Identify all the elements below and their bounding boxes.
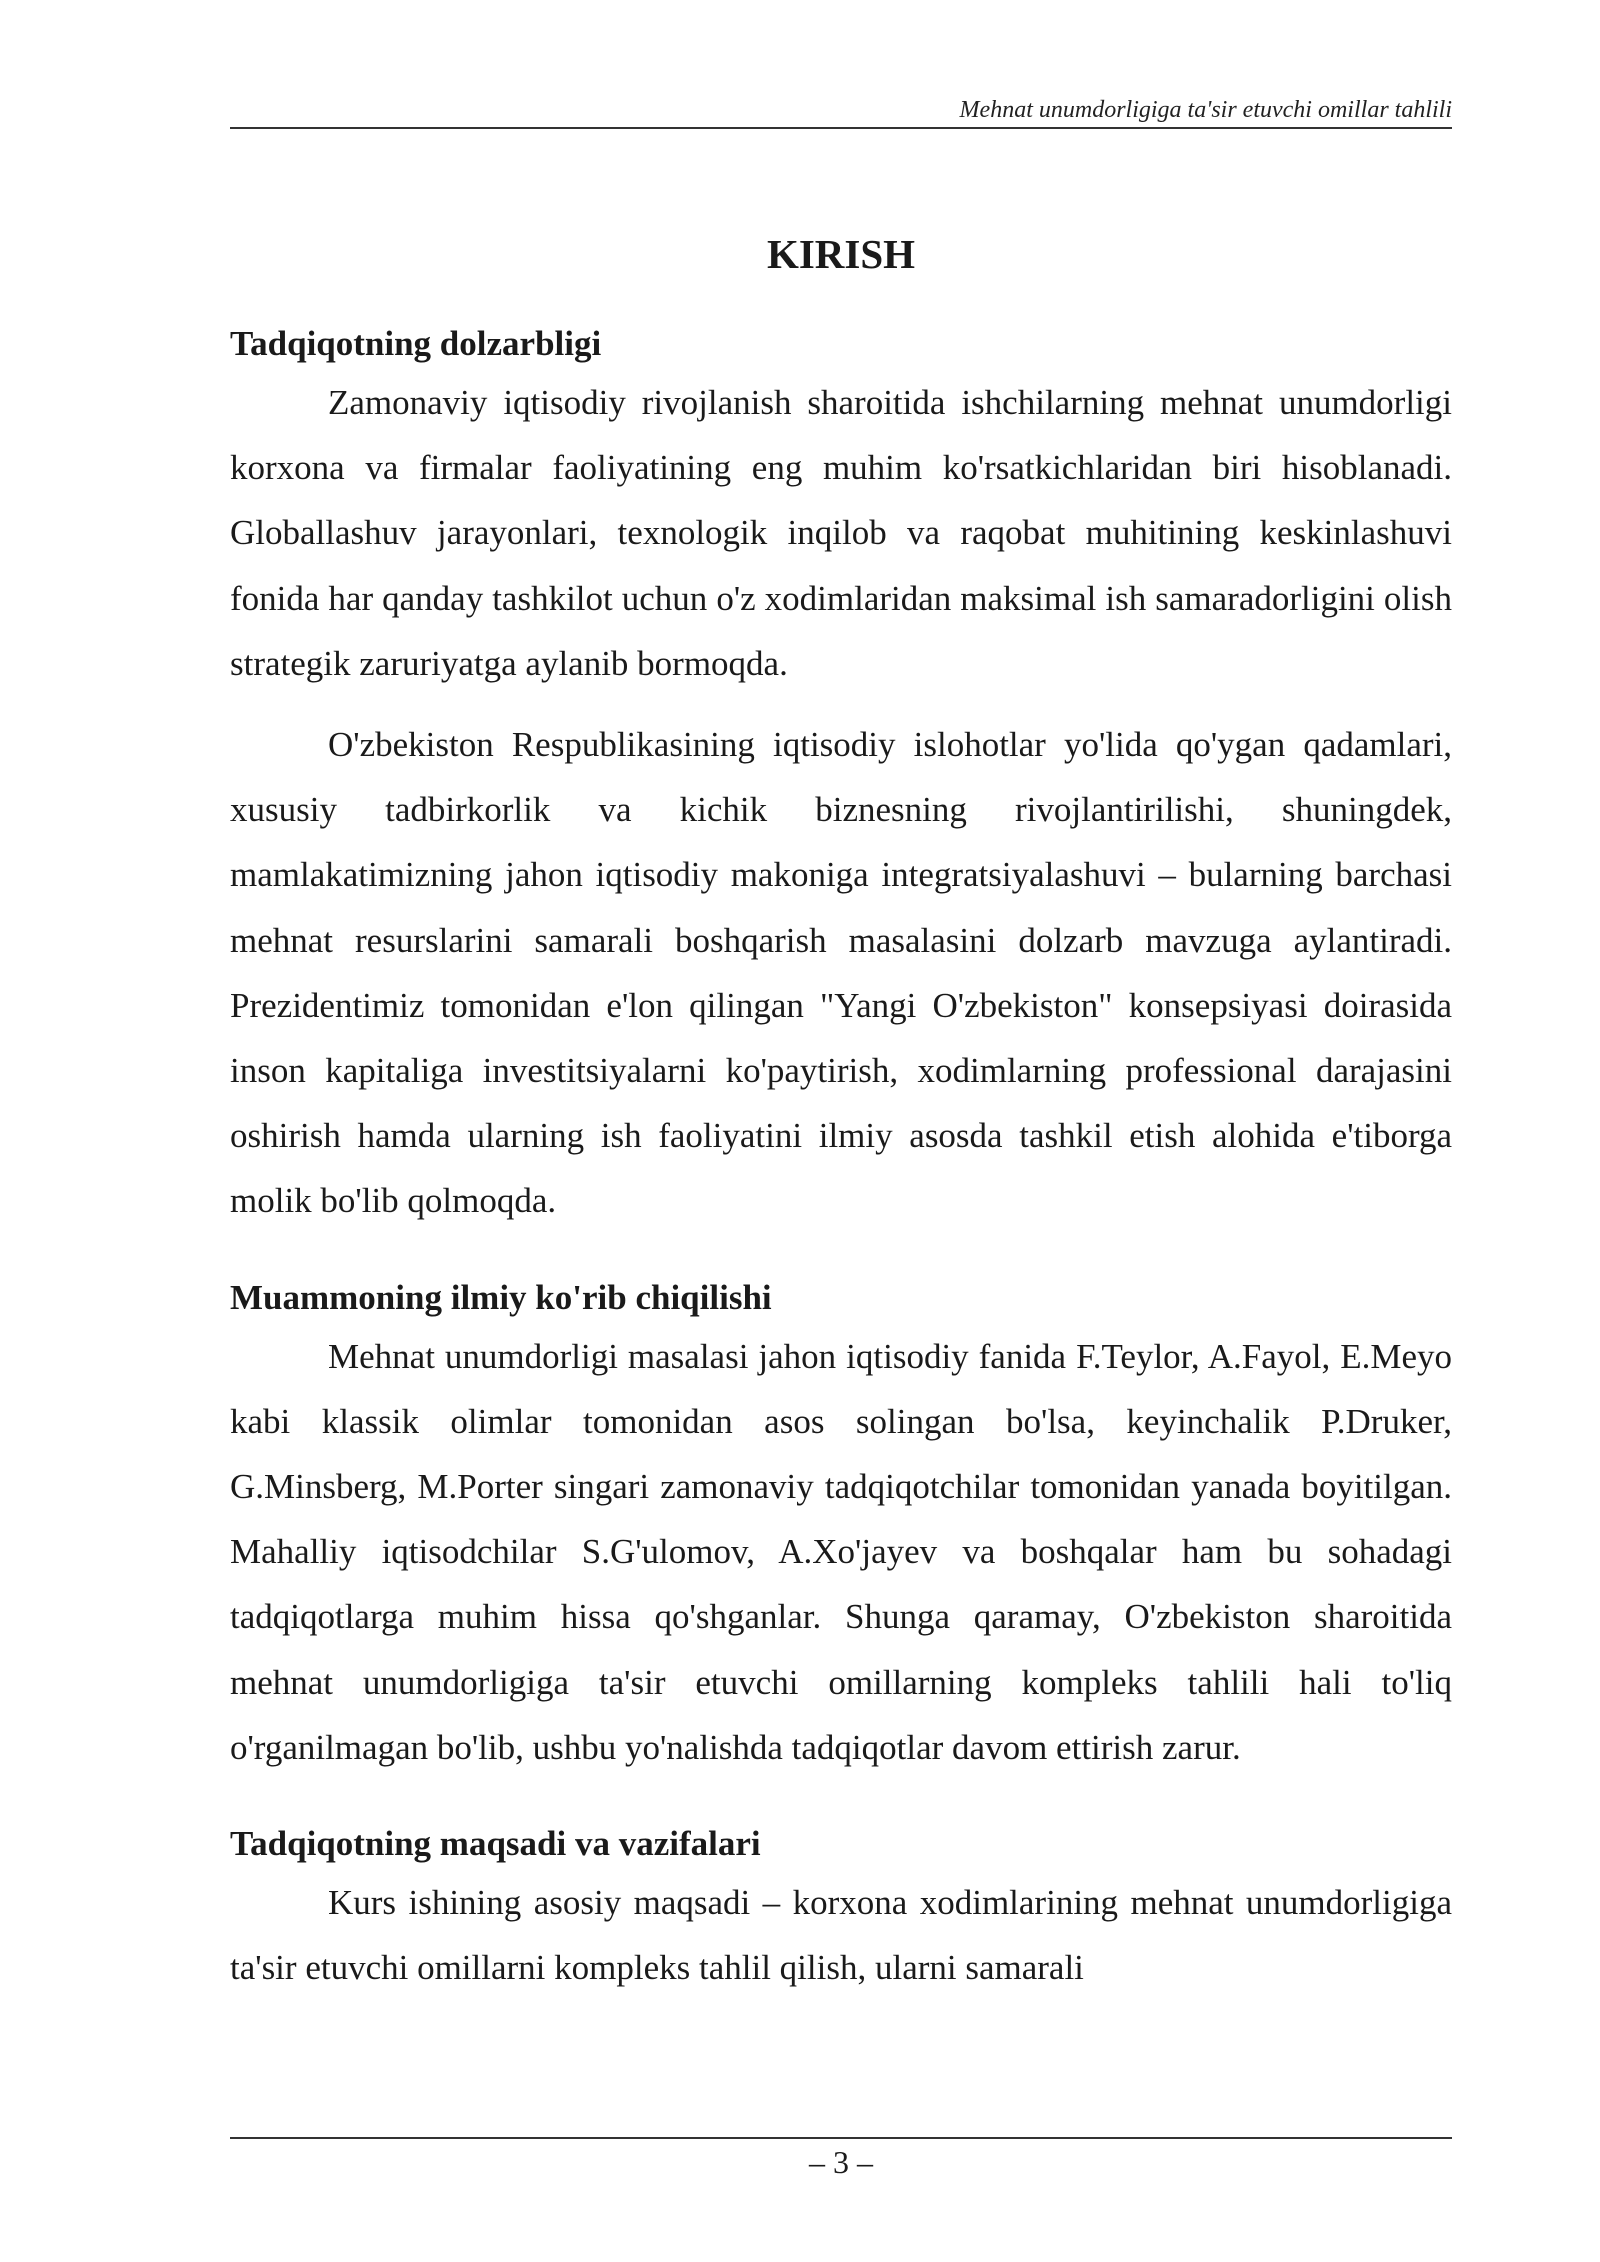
- paragraph: Zamonaviy iqtisodiy rivojlanish sharoitida ishchilarning mehnat unumdorligi korxona va firmalar faoliyatining eng muhim ko'rsatkichlaridan biri hisoblanadi. Globallashuv jarayonlari, texnologik inqilob va raqobat muhitining keskinlashuvi fonida har qanday tashkilot uchun o'z xodimlaridan maksimal ish samaradorligini olish strategik zaruriyatga aylanib bormoqda.: [230, 383, 1452, 683]
- section-heading: Tadqiqotning maqsadi va vazifalari: [230, 1824, 761, 1864]
- section-heading: Tadqiqotning dolzarbligi: [230, 324, 602, 363]
- section-relevance: [230, 318, 1452, 1234]
- header-rule: [230, 127, 1452, 129]
- body-text: [230, 318, 1452, 2000]
- footer-rule: [230, 2137, 1452, 2139]
- section-heading: Muammoning ilmiy ko'rib chiqilishi: [230, 1277, 772, 1317]
- document-page: [230, 0, 1452, 2262]
- chapter-title: KIRISH: [766, 231, 916, 277]
- running-header: Mehnat unumdorligiga ta'sir etuvchi omillar tahlili: [959, 97, 1452, 123]
- paragraph: Kurs ishining asosiy maqsadi – korxona xodimlarining mehnat unumdorligiga ta'sir etuvchi omillarni kompleks tahlil qilish, ularni samarali: [230, 1883, 1452, 1988]
- page-number: – 3 –: [809, 2144, 873, 2180]
- section-goals-tasks: [230, 1818, 1452, 2000]
- section-scientific-review: [230, 1272, 1452, 1780]
- paragraph: O'zbekiston Respublikasining iqtisodiy islohotlar yo'lida qo'ygan qadamlari, xususiy tadbirkorlik va kichik biznesning rivojlantirilishi, shuningdek, mamlakatimizning jahon iqtisodiy makoniga integratsiyalashuvi – bularning barchasi mehnat resurslarini samarali boshqarish masalasini dolzarb mavzuga aylantiradi. Prezidentimiz tomonidan e'lon qilingan "Yangi O'zbekiston" konsepsiyasi doirasida inson kapitaliga investitsiyalarni ko'paytirish, xodimlarning professional darajasini oshirish hamda ularning ish faoliyatini ilmiy asosda tashkil etish alohida e'tiborga molik bo'lib qolmoqda.: [230, 725, 1452, 1221]
- paragraph: Mehnat unumdorligi masalasi jahon iqtisodiy fanida F.Teylor, A.Fayol, E.Meyo kabi klassik olimlar tomonidan asos solingan bo'lsa, keyinchalik P.Druker, G.Minsberg, M.Porter singari zamonaviy tadqiqotchilar tomonidan yanada boyitilgan. Mahalliy iqtisodchilar S.G'ulomov, A.Xo'jayev va boshqalar ham bu sohadagi tadqiqotlarga muhim hissa qo'shganlar. Shunga qaramay, O'zbekiston sharoitida mehnat unumdorligiga ta'sir etuvchi omillarning kompleks tahlili hali to'liq o'rganilmagan bo'lib, ushbu yo'nalishda tadqiqotlar davom ettirish zarur.: [230, 1336, 1452, 1767]
